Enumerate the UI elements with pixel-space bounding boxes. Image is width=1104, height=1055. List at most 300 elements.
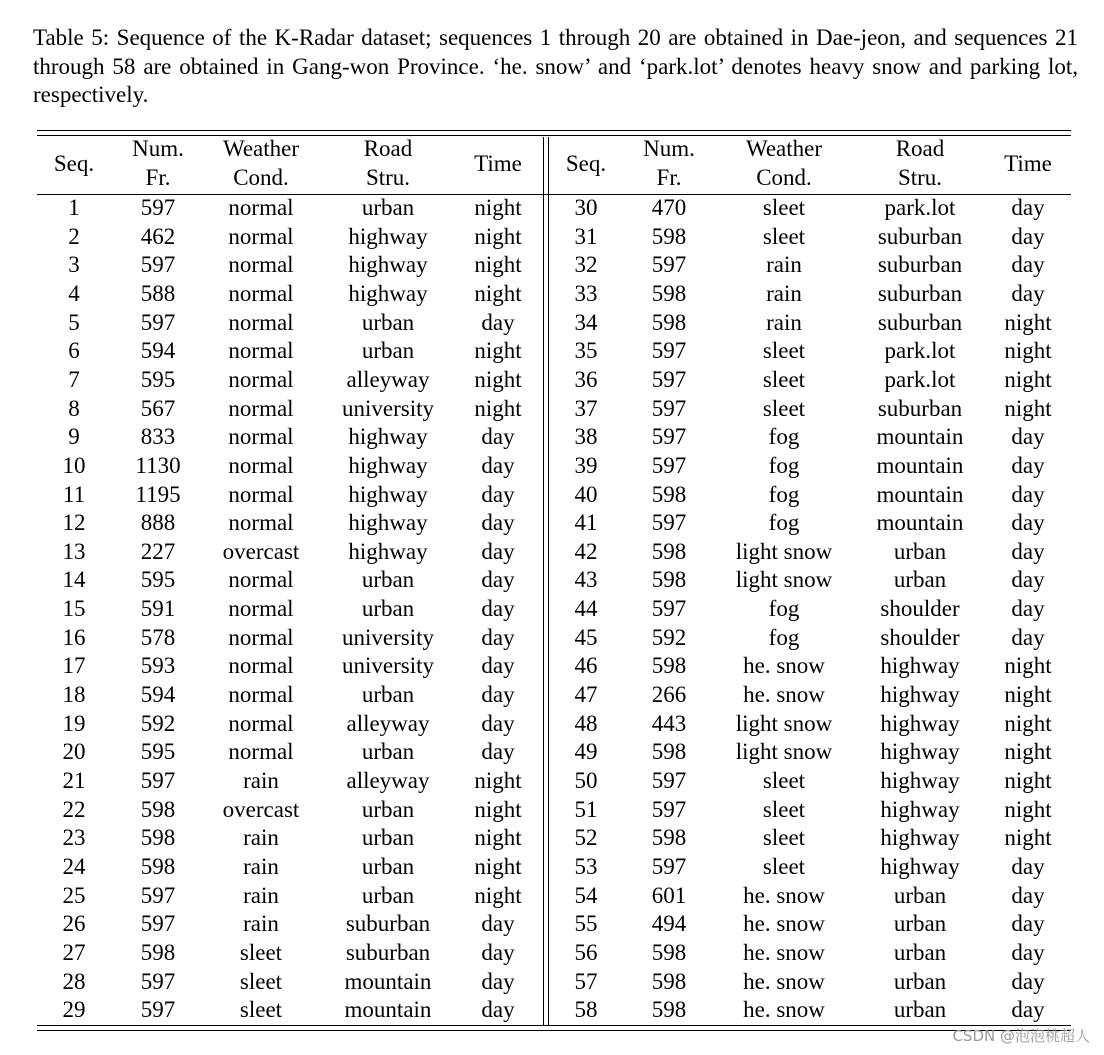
right-cell-time: night bbox=[1004, 395, 1052, 421]
right-cell-weather-cond: sleet bbox=[762, 366, 806, 392]
right-cell-road-stru: mountain bbox=[876, 481, 964, 507]
left-cell-num-fr: 593 bbox=[140, 653, 176, 679]
left-cell-weather-cond: normal bbox=[228, 510, 294, 536]
right-cell-num-fr: 598 bbox=[651, 538, 687, 564]
left-cell-weather-cond: normal bbox=[228, 682, 294, 708]
right-cell-weather-cond: sleet bbox=[762, 768, 806, 793]
left-cell-time: night bbox=[474, 252, 522, 278]
left-cell-seq: 2 bbox=[68, 223, 80, 249]
left-cell-num-fr: 597 bbox=[140, 252, 176, 278]
left-cell-num-fr: 888 bbox=[140, 510, 176, 536]
left-cell-seq: 1 bbox=[68, 195, 80, 220]
right-header-num-fr-line2: Fr. bbox=[656, 164, 682, 190]
left-cell-seq: 27 bbox=[62, 939, 86, 965]
right-cell-seq: 50 bbox=[574, 768, 598, 793]
right-cell-num-fr: 598 bbox=[651, 223, 687, 249]
left-cell-road-stru: highway bbox=[348, 452, 428, 478]
right-cell-time: night bbox=[1004, 739, 1052, 765]
right-cell-road-stru: suburban bbox=[877, 395, 963, 421]
left-cell-road-stru: highway bbox=[348, 252, 428, 278]
left-cell-seq: 6 bbox=[68, 338, 80, 364]
left-cell-seq: 11 bbox=[62, 481, 86, 507]
left-cell-weather-cond: normal bbox=[228, 452, 294, 478]
right-cell-road-stru: park.lot bbox=[884, 366, 956, 392]
right-cell-seq: 48 bbox=[574, 710, 598, 736]
left-cell-seq: 14 bbox=[62, 567, 86, 593]
right-cell-seq: 38 bbox=[574, 424, 598, 450]
right-header-weather-cond-line1: Weather bbox=[745, 136, 823, 161]
left-cell-time: night bbox=[474, 768, 522, 793]
right-cell-num-fr: 470 bbox=[651, 195, 687, 220]
left-cell-road-stru: highway bbox=[348, 424, 428, 450]
right-cell-num-fr: 597 bbox=[651, 596, 687, 622]
left-cell-weather-cond: rain bbox=[243, 911, 279, 937]
right-cell-weather-cond: light snow bbox=[735, 710, 833, 736]
left-cell-time: night bbox=[474, 853, 522, 879]
right-cell-time: day bbox=[1011, 223, 1045, 249]
right-cell-num-fr: 592 bbox=[651, 624, 687, 650]
right-cell-time: day bbox=[1011, 481, 1045, 507]
right-cell-num-fr: 598 bbox=[651, 309, 687, 335]
left-cell-weather-cond: normal bbox=[228, 481, 294, 507]
left-cell-time: night bbox=[474, 366, 522, 392]
left-cell-num-fr: 597 bbox=[140, 997, 176, 1023]
right-cell-seq: 31 bbox=[574, 223, 598, 249]
right-cell-time: night bbox=[1004, 825, 1052, 851]
left-cell-weather-cond: normal bbox=[228, 567, 294, 593]
right-cell-weather-cond: he. snow bbox=[743, 939, 825, 965]
left-cell-time: day bbox=[481, 424, 515, 450]
left-cell-road-stru: university bbox=[342, 653, 434, 679]
left-cell-seq: 29 bbox=[62, 997, 86, 1023]
left-cell-road-stru: highway bbox=[348, 223, 428, 249]
right-header-road-stru-line2: Stru. bbox=[897, 164, 943, 190]
left-cell-road-stru: university bbox=[342, 395, 434, 421]
left-cell-seq: 19 bbox=[62, 710, 86, 736]
right-cell-time: night bbox=[1004, 682, 1052, 708]
left-cell-weather-cond: sleet bbox=[239, 939, 283, 965]
left-cell-num-fr: 598 bbox=[140, 853, 176, 879]
left-cell-road-stru: alleyway bbox=[346, 768, 430, 793]
right-header-road-stru-line1: Road bbox=[895, 136, 945, 161]
right-cell-time: day bbox=[1011, 997, 1045, 1023]
right-cell-road-stru: shoulder bbox=[880, 624, 960, 650]
left-cell-num-fr: 598 bbox=[140, 825, 176, 851]
right-cell-time: night bbox=[1004, 338, 1052, 364]
right-cell-weather-cond: fog bbox=[768, 424, 800, 450]
left-cell-num-fr: 462 bbox=[140, 223, 176, 249]
left-cell-time: day bbox=[481, 739, 515, 765]
left-cell-num-fr: 592 bbox=[140, 710, 176, 736]
right-cell-road-stru: highway bbox=[880, 739, 960, 765]
left-cell-weather-cond: overcast bbox=[222, 538, 300, 564]
left-cell-time: night bbox=[474, 280, 522, 306]
left-header-weather-cond-line2: Cond. bbox=[233, 164, 289, 190]
left-cell-road-stru: urban bbox=[361, 825, 415, 851]
right-cell-seq: 32 bbox=[574, 252, 598, 278]
right-cell-num-fr: 598 bbox=[651, 825, 687, 851]
right-cell-road-stru: mountain bbox=[876, 510, 964, 536]
left-cell-num-fr: 597 bbox=[140, 968, 176, 994]
left-cell-seq: 24 bbox=[62, 853, 86, 879]
left-cell-weather-cond: rain bbox=[243, 853, 279, 879]
left-cell-time: day bbox=[481, 510, 515, 536]
left-cell-road-stru: highway bbox=[348, 280, 428, 306]
right-cell-road-stru: highway bbox=[880, 653, 960, 679]
right-cell-time: day bbox=[1011, 968, 1045, 994]
left-cell-road-stru: urban bbox=[361, 596, 415, 622]
right-cell-seq: 47 bbox=[574, 682, 598, 708]
left-cell-seq: 23 bbox=[62, 825, 86, 851]
right-cell-road-stru: suburban bbox=[877, 309, 963, 335]
right-cell-num-fr: 598 bbox=[651, 997, 687, 1023]
right-cell-seq: 45 bbox=[574, 624, 598, 650]
right-cell-weather-cond: he. snow bbox=[743, 911, 825, 937]
right-cell-road-stru: highway bbox=[880, 682, 960, 708]
right-cell-num-fr: 597 bbox=[651, 796, 687, 822]
right-cell-weather-cond: rain bbox=[766, 280, 802, 306]
right-cell-road-stru: suburban bbox=[877, 280, 963, 306]
left-cell-num-fr: 1130 bbox=[135, 452, 181, 478]
right-cell-num-fr: 598 bbox=[651, 567, 687, 593]
right-cell-weather-cond: light snow bbox=[735, 739, 833, 765]
right-cell-num-fr: 598 bbox=[651, 653, 687, 679]
right-cell-weather-cond: he. snow bbox=[743, 997, 825, 1023]
left-cell-num-fr: 598 bbox=[140, 796, 176, 822]
left-cell-weather-cond: sleet bbox=[239, 997, 283, 1023]
left-cell-time: night bbox=[474, 195, 522, 220]
right-cell-road-stru: highway bbox=[880, 796, 960, 822]
left-cell-num-fr: 597 bbox=[140, 768, 176, 793]
right-cell-num-fr: 597 bbox=[651, 768, 687, 793]
left-cell-road-stru: urban bbox=[361, 682, 415, 708]
left-cell-seq: 3 bbox=[68, 252, 80, 278]
left-cell-weather-cond: normal bbox=[228, 596, 294, 622]
right-cell-road-stru: highway bbox=[880, 853, 960, 879]
left-cell-time: day bbox=[481, 997, 515, 1023]
left-header-time: Time bbox=[474, 150, 522, 176]
left-cell-num-fr: 598 bbox=[140, 939, 176, 965]
left-cell-weather-cond: rain bbox=[243, 882, 279, 908]
right-cell-seq: 40 bbox=[574, 481, 598, 507]
left-cell-road-stru: urban bbox=[361, 309, 415, 335]
right-cell-time: day bbox=[1011, 452, 1045, 478]
left-cell-weather-cond: normal bbox=[228, 280, 294, 306]
left-cell-road-stru: urban bbox=[361, 567, 415, 593]
left-cell-seq: 8 bbox=[68, 395, 80, 421]
left-cell-seq: 9 bbox=[68, 424, 80, 450]
right-cell-road-stru: urban bbox=[893, 939, 947, 965]
left-cell-weather-cond: normal bbox=[228, 739, 294, 765]
right-cell-road-stru: urban bbox=[893, 997, 947, 1023]
right-cell-weather-cond: he. snow bbox=[743, 653, 825, 679]
left-cell-road-stru: highway bbox=[348, 538, 428, 564]
right-cell-num-fr: 597 bbox=[651, 252, 687, 278]
left-cell-road-stru: urban bbox=[361, 338, 415, 364]
left-cell-road-stru: urban bbox=[361, 882, 415, 908]
left-cell-seq: 5 bbox=[68, 309, 80, 335]
left-cell-num-fr: 594 bbox=[140, 338, 176, 364]
right-cell-road-stru: highway bbox=[880, 825, 960, 851]
left-cell-road-stru: alleyway bbox=[346, 366, 430, 392]
left-cell-time: night bbox=[474, 882, 522, 908]
right-cell-seq: 44 bbox=[574, 596, 598, 622]
right-cell-time: day bbox=[1011, 911, 1045, 937]
right-cell-road-stru: park.lot bbox=[884, 338, 956, 364]
right-cell-road-stru: mountain bbox=[876, 424, 964, 450]
left-cell-num-fr: 595 bbox=[140, 739, 176, 765]
left-cell-num-fr: 597 bbox=[140, 195, 176, 220]
right-header-time: Time bbox=[1004, 150, 1052, 176]
left-cell-time: day bbox=[481, 538, 515, 564]
right-cell-weather-cond: sleet bbox=[762, 338, 806, 364]
right-cell-num-fr: 597 bbox=[651, 510, 687, 536]
right-cell-seq: 30 bbox=[574, 195, 598, 220]
right-cell-num-fr: 597 bbox=[651, 395, 687, 421]
left-cell-weather-cond: normal bbox=[228, 309, 294, 335]
left-cell-seq: 28 bbox=[62, 968, 86, 994]
left-cell-seq: 15 bbox=[62, 596, 86, 622]
right-cell-num-fr: 598 bbox=[651, 280, 687, 306]
right-cell-weather-cond: sleet bbox=[762, 796, 806, 822]
left-cell-time: night bbox=[474, 825, 522, 851]
bottom-rule-inner bbox=[37, 1025, 1071, 1026]
right-cell-num-fr: 597 bbox=[651, 452, 687, 478]
right-cell-seq: 36 bbox=[574, 366, 598, 392]
left-cell-weather-cond: normal bbox=[228, 366, 294, 392]
right-cell-seq: 35 bbox=[574, 338, 598, 364]
right-header-weather-cond-line2: Cond. bbox=[756, 164, 812, 190]
left-cell-road-stru: suburban bbox=[345, 939, 431, 965]
right-cell-time: day bbox=[1011, 280, 1045, 306]
right-cell-time: day bbox=[1011, 538, 1045, 564]
left-cell-road-stru: urban bbox=[361, 853, 415, 879]
right-cell-seq: 39 bbox=[574, 452, 598, 478]
left-cell-num-fr: 597 bbox=[140, 309, 176, 335]
sequence-table bbox=[37, 130, 1071, 1031]
right-cell-num-fr: 598 bbox=[651, 481, 687, 507]
right-cell-weather-cond: fog bbox=[768, 452, 800, 478]
right-cell-time: day bbox=[1011, 510, 1045, 536]
left-cell-seq: 20 bbox=[62, 739, 86, 765]
left-cell-weather-cond: normal bbox=[228, 395, 294, 421]
right-cell-time: night bbox=[1004, 710, 1052, 736]
left-header-road-stru-line1: Road bbox=[363, 136, 413, 161]
right-cell-num-fr: 601 bbox=[651, 882, 687, 908]
right-cell-weather-cond: fog bbox=[768, 624, 800, 650]
left-cell-time: day bbox=[481, 624, 515, 650]
right-cell-time: night bbox=[1004, 366, 1052, 392]
left-cell-time: night bbox=[474, 796, 522, 822]
right-cell-time: night bbox=[1004, 653, 1052, 679]
right-cell-weather-cond: he. snow bbox=[743, 682, 825, 708]
top-rule-outer bbox=[37, 130, 1071, 131]
right-cell-seq: 33 bbox=[574, 280, 598, 306]
right-cell-weather-cond: sleet bbox=[762, 825, 806, 851]
right-cell-road-stru: urban bbox=[893, 968, 947, 994]
left-cell-seq: 7 bbox=[68, 366, 80, 392]
left-cell-seq: 12 bbox=[62, 510, 86, 536]
left-header-seq: Seq. bbox=[53, 150, 95, 176]
left-cell-road-stru: urban bbox=[361, 796, 415, 822]
right-cell-num-fr: 598 bbox=[651, 739, 687, 765]
right-cell-seq: 42 bbox=[574, 538, 598, 564]
left-cell-weather-cond: normal bbox=[228, 223, 294, 249]
left-cell-time: day bbox=[481, 968, 515, 994]
left-cell-time: day bbox=[481, 452, 515, 478]
right-cell-time: day bbox=[1011, 424, 1045, 450]
left-cell-weather-cond: sleet bbox=[239, 968, 283, 994]
left-cell-time: night bbox=[474, 223, 522, 249]
left-cell-time: day bbox=[481, 481, 515, 507]
left-header-weather-cond-line1: Weather bbox=[222, 136, 300, 161]
left-cell-time: day bbox=[481, 653, 515, 679]
right-header-num-fr-line1: Num. bbox=[643, 136, 695, 161]
left-header-num-fr-line2: Fr. bbox=[145, 164, 171, 190]
left-cell-seq: 10 bbox=[62, 452, 86, 478]
left-cell-time: day bbox=[481, 567, 515, 593]
left-cell-road-stru: mountain bbox=[344, 968, 432, 994]
left-cell-time: day bbox=[481, 309, 515, 335]
left-cell-road-stru: university bbox=[342, 624, 434, 650]
left-cell-seq: 13 bbox=[62, 538, 86, 564]
right-cell-road-stru: park.lot bbox=[884, 195, 956, 220]
right-header-seq: Seq. bbox=[565, 150, 607, 176]
left-cell-time: day bbox=[481, 596, 515, 622]
right-cell-road-stru: mountain bbox=[876, 452, 964, 478]
right-cell-num-fr: 597 bbox=[651, 366, 687, 392]
left-cell-num-fr: 591 bbox=[140, 596, 176, 622]
left-cell-num-fr: 1195 bbox=[135, 481, 181, 507]
right-cell-weather-cond: sleet bbox=[762, 223, 806, 249]
left-cell-weather-cond: normal bbox=[228, 424, 294, 450]
right-cell-road-stru: highway bbox=[880, 710, 960, 736]
left-cell-weather-cond: normal bbox=[228, 252, 294, 278]
right-cell-road-stru: urban bbox=[893, 911, 947, 937]
right-cell-num-fr: 598 bbox=[651, 968, 687, 994]
left-cell-time: day bbox=[481, 682, 515, 708]
left-cell-seq: 4 bbox=[68, 280, 80, 306]
left-cell-weather-cond: normal bbox=[228, 624, 294, 650]
right-cell-weather-cond: fog bbox=[768, 510, 800, 536]
left-cell-seq: 18 bbox=[62, 682, 86, 708]
left-cell-road-stru: urban bbox=[361, 739, 415, 765]
left-cell-num-fr: 597 bbox=[140, 911, 176, 937]
right-cell-seq: 41 bbox=[574, 510, 598, 536]
right-cell-seq: 49 bbox=[574, 739, 598, 765]
table-caption: Table 5: Sequence of the K-Radar dataset; sequences 1 through 20 are obtained in Dae-jeon, and sequences 21 through 58 are obtained in Gang-won Province. ‘he. snow’ and ‘park.lot’ denotes heavy snow and parking lot, respectively. bbox=[33, 25, 1078, 108]
left-cell-weather-cond: normal bbox=[228, 653, 294, 679]
right-cell-seq: 56 bbox=[574, 939, 598, 965]
right-cell-weather-cond: sleet bbox=[762, 395, 806, 421]
right-cell-time: day bbox=[1011, 853, 1045, 879]
left-header-road-stru-line2: Stru. bbox=[365, 164, 411, 190]
right-cell-seq: 46 bbox=[574, 653, 598, 679]
right-cell-seq: 53 bbox=[574, 853, 598, 879]
right-cell-time: night bbox=[1004, 796, 1052, 822]
left-cell-road-stru: urban bbox=[361, 195, 415, 220]
left-cell-num-fr: 567 bbox=[140, 395, 176, 421]
right-cell-weather-cond: fog bbox=[768, 596, 800, 622]
right-cell-seq: 37 bbox=[574, 395, 598, 421]
left-cell-time: day bbox=[481, 939, 515, 965]
right-cell-time: day bbox=[1011, 939, 1045, 965]
left-cell-road-stru: highway bbox=[348, 481, 428, 507]
right-cell-weather-cond: rain bbox=[766, 252, 802, 278]
right-cell-time: night bbox=[1004, 768, 1052, 793]
left-cell-weather-cond: rain bbox=[243, 768, 279, 793]
left-cell-num-fr: 578 bbox=[140, 624, 176, 650]
left-cell-seq: 17 bbox=[62, 653, 86, 679]
left-cell-road-stru: suburban bbox=[345, 911, 431, 937]
left-cell-weather-cond: normal bbox=[228, 710, 294, 736]
left-cell-num-fr: 227 bbox=[140, 538, 176, 564]
right-cell-num-fr: 494 bbox=[651, 911, 687, 937]
right-cell-weather-cond: rain bbox=[766, 309, 802, 335]
left-cell-num-fr: 588 bbox=[140, 280, 176, 306]
right-cell-road-stru: shoulder bbox=[880, 596, 960, 622]
right-cell-num-fr: 597 bbox=[651, 424, 687, 450]
right-cell-seq: 51 bbox=[574, 796, 598, 822]
left-cell-weather-cond: normal bbox=[228, 338, 294, 364]
right-cell-seq: 55 bbox=[574, 911, 598, 937]
right-cell-road-stru: urban bbox=[893, 567, 947, 593]
right-cell-weather-cond: sleet bbox=[762, 853, 806, 879]
left-cell-weather-cond: rain bbox=[243, 825, 279, 851]
left-cell-weather-cond: overcast bbox=[222, 796, 300, 822]
left-header-num-fr-line1: Num. bbox=[132, 136, 184, 161]
left-cell-num-fr: 597 bbox=[140, 882, 176, 908]
left-cell-seq: 21 bbox=[62, 768, 86, 793]
right-cell-weather-cond: light snow bbox=[735, 538, 833, 564]
right-cell-road-stru: suburban bbox=[877, 252, 963, 278]
left-cell-time: day bbox=[481, 710, 515, 736]
right-cell-num-fr: 597 bbox=[651, 853, 687, 879]
right-cell-road-stru: highway bbox=[880, 768, 960, 793]
right-cell-weather-cond: light snow bbox=[735, 567, 833, 593]
watermark: CSDN @泡泡桃超人 bbox=[952, 1027, 1090, 1045]
left-cell-road-stru: highway bbox=[348, 510, 428, 536]
left-cell-time: night bbox=[474, 338, 522, 364]
left-cell-weather-cond: normal bbox=[228, 195, 294, 220]
right-cell-road-stru: urban bbox=[893, 882, 947, 908]
left-cell-seq: 26 bbox=[62, 911, 86, 937]
left-cell-seq: 25 bbox=[62, 882, 86, 908]
left-cell-road-stru: mountain bbox=[344, 997, 432, 1023]
right-cell-seq: 54 bbox=[574, 882, 598, 908]
right-cell-weather-cond: he. snow bbox=[743, 968, 825, 994]
bottom-rule-outer bbox=[37, 1030, 1071, 1031]
right-cell-weather-cond: fog bbox=[768, 481, 800, 507]
left-cell-seq: 22 bbox=[62, 796, 86, 822]
right-cell-time: day bbox=[1011, 252, 1045, 278]
right-cell-seq: 57 bbox=[574, 968, 598, 994]
left-cell-seq: 16 bbox=[62, 624, 86, 650]
right-cell-seq: 34 bbox=[574, 309, 598, 335]
right-cell-seq: 43 bbox=[574, 567, 598, 593]
right-cell-time: day bbox=[1011, 882, 1045, 908]
right-cell-num-fr: 597 bbox=[651, 338, 687, 364]
right-cell-road-stru: suburban bbox=[877, 223, 963, 249]
right-cell-time: day bbox=[1011, 567, 1045, 593]
right-cell-weather-cond: he. snow bbox=[743, 882, 825, 908]
right-cell-road-stru: urban bbox=[893, 538, 947, 564]
right-cell-seq: 58 bbox=[574, 997, 598, 1023]
right-cell-num-fr: 266 bbox=[651, 682, 687, 708]
right-cell-weather-cond: sleet bbox=[762, 195, 806, 220]
right-cell-num-fr: 598 bbox=[651, 939, 687, 965]
right-cell-time: day bbox=[1011, 596, 1045, 622]
